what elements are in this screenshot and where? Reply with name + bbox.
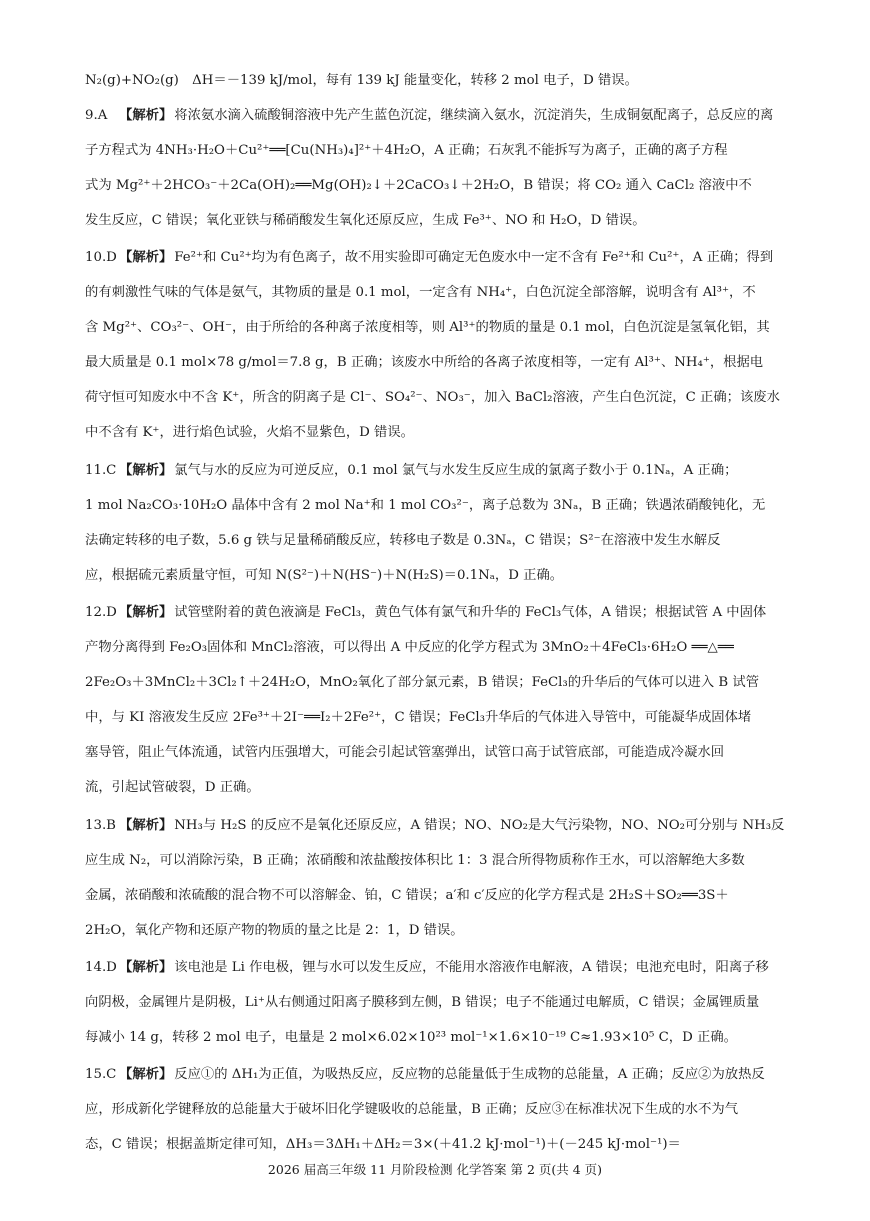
- line-text: 最大质量是 0.1 mol×78 g/mol＝7.8 g，B 正确；该废水中所给的各离子浓度相等，一定有 Al³⁺、NH₄⁺，根据电: [85, 355, 764, 370]
- answer-text-line: [85, 773, 870, 803]
- line-text: 应生成 N₂，可以消除污染，B 正确；浓硝酸和浓盐酸按体积比 1：3 混合所得物质称作王水，可以溶解绝大多数: [85, 853, 745, 868]
- line-text: 产物分离得到 Fe₂O₃固体和 MnCl₂溶液，可以得出 A 中反应的化学方程式为 3MnO₂＋4FeCl₃·6H₂O ══△══: [85, 640, 734, 655]
- line-text: 反应①的 ΔH₁为正值，为吸热反应，反应物的总能量低于生成物的总能量，A 正确；反应②为放热反: [174, 1067, 765, 1082]
- answer-text-line: [85, 171, 870, 201]
- answer-text-line: [85, 738, 870, 768]
- answer-number: 12.D: [85, 605, 117, 620]
- analysis-tag: 【解析】: [119, 463, 173, 478]
- answer-text-line: [85, 633, 870, 663]
- answer-item-first-line: [85, 598, 870, 628]
- answer-text-line: [85, 916, 870, 946]
- line-text: Fe²⁺和 Cu²⁺均为有色离子，故不用实验即可确定无色废水中一定不含有 Fe²⁺和 Cu²⁺，A 正确；得到: [174, 250, 774, 265]
- answer-item-first-line: [85, 1060, 870, 1090]
- line-text: 塞导管，阻止气体流通，试管内压强增大，可能会引起试管塞弹出，试管口高于试管底部，可能造成冷凝水回: [85, 745, 725, 760]
- answer-item-first-line: [85, 456, 870, 486]
- line-text: 的有刺激性气味的气体是氨气，其物质的量是 0.1 mol，一定含有 NH₄⁺，白色沉淀全部溶解，说明含有 Al³⁺，不: [85, 285, 756, 300]
- analysis-tag: 【解析】: [119, 818, 173, 833]
- line-text: 流，引起试管破裂，D 正确。: [85, 780, 260, 795]
- line-text: 将浓氨水滴入硫酸铜溶液中先产生蓝色沉淀，继续滴入氨水，沉淀消失，生成铜氨配离子，总反应的离: [174, 108, 774, 123]
- line-text: 1 mol Na₂CO₃·10H₂O 晶体中含有 2 mol Na⁺和 1 mol CO₃²⁻，离子总数为 3Nₐ，B 正确；铁遇浓硝酸钝化，无: [85, 498, 766, 513]
- line-text: 向阴极，金属锂片是阴极，Li⁺从右侧通过阳离子膜移到左侧，B 错误；电子不能通过电解质，C 错误；金属锂质量: [85, 995, 760, 1010]
- answer-text-line: [85, 988, 870, 1018]
- answer-text-line: [85, 278, 870, 308]
- page-footer: 2026 届高三年级 11 月阶段检测 化学答案 第 2 页(共 4 页): [267, 1162, 603, 1177]
- analysis-tag: 【解析】: [119, 605, 173, 620]
- answer-number: 15.C: [85, 1067, 117, 1082]
- answer-number: 13.B: [85, 818, 116, 833]
- analysis-tag: 【解析】: [119, 250, 173, 265]
- answer-number: 11.C: [85, 463, 117, 478]
- line-text: 子方程式为 4NH₃·H₂O＋Cu²⁺══[Cu(NH₃)₄]²⁺＋4H₂O，A 正确；石灰乳不能拆写为离子，正确的离子方程: [85, 143, 728, 158]
- line-text: 该电池是 Li 作电极，锂与水可以发生反应，不能用水溶液作电解液，A 错误；电池充电时，阳离子移: [174, 960, 769, 975]
- analysis-tag: 【解析】: [119, 108, 173, 123]
- answer-item-first-line: [85, 243, 870, 273]
- line-text: NH₃与 H₂S 的反应不是氧化还原反应，A 错误；NO、NO₂是大气污染物，NO、NO₂可分别与 NH₃反: [174, 818, 785, 833]
- line-text: 氯气与水的反应为可逆反应，0.1 mol 氯气与水发生反应生成的氯离子数小于 0.1Nₐ，A 正确；: [174, 463, 738, 478]
- answer-text-line: [85, 206, 870, 236]
- answer-text-line: [85, 491, 870, 521]
- answer-text-line: [85, 66, 870, 96]
- answer-item-first-line: [85, 953, 870, 983]
- line-text: 试管壁附着的黄色液滴是 FeCl₃，黄色气体有氯气和升华的 FeCl₃气体，A 错误；根据试管 A 中固体: [174, 605, 767, 620]
- answer-text-line: [85, 1130, 870, 1160]
- answer-text-line: [85, 1095, 870, 1125]
- answer-number: 10.D: [85, 250, 117, 265]
- line-text: 含 Mg²⁺、CO₃²⁻、OH⁻，由于所给的各种离子浓度相等，则 Al³⁺的物质的量是 0.1 mol，白色沉淀是氢氧化铝，其: [85, 320, 770, 335]
- line-text: 法确定转移的电子数，5.6 g 铁与足量稀硝酸反应，转移电子数是 0.3Nₐ，C 错误；S²⁻在溶液中发生水解反: [85, 533, 721, 548]
- line-text: 发生反应，C 错误；氧化亚铁与稀硝酸发生氧化还原反应，生成 Fe³⁺、NO 和 H₂O，D 错误。: [85, 213, 646, 228]
- answer-text-line: [85, 668, 870, 698]
- answer-text-line: [85, 703, 870, 733]
- line-text: 中不含有 K⁺，进行焰色试验，火焰不显紫色，D 错误。: [85, 425, 414, 440]
- answer-text-line: [85, 313, 870, 343]
- answer-text-line: [85, 526, 870, 556]
- answer-text-line: [85, 881, 870, 911]
- line-text: 中，与 KI 溶液发生反应 2Fe³⁺＋2I⁻══I₂＋2Fe²⁺，C 错误；FeCl₃升华后的气体进入导管中，可能凝华成固体堵: [85, 710, 752, 725]
- line-text: 金属，浓硝酸和浓硫酸的混合物不可以溶解金、铂，C 错误；a′和 c′反应的化学方程式是 2H₂S＋SO₂══3S＋: [85, 888, 729, 903]
- answer-text-line: [85, 348, 870, 378]
- answer-text-line: [85, 418, 870, 448]
- line-text: 2Fe₂O₃＋3MnCl₂＋3Cl₂↑＋24H₂O，MnO₂氧化了部分氯元素，B 错误；FeCl₃的升华后的气体可以进入 B 试管: [85, 675, 760, 690]
- answer-item-first-line: [85, 101, 870, 131]
- line-text: 应，形成新化学键释放的总能量大于破坏旧化学键吸收的总能量，B 正确；反应③在标准状况下生成的水不为气: [85, 1102, 739, 1117]
- answer-item-first-line: [85, 811, 870, 841]
- line-text: N₂(g)+NO₂(g) ΔH＝－139 kJ/mol，每有 139 kJ 能量变化，转移 2 mol 电子，D 错误。: [85, 73, 638, 88]
- line-text: 荷守恒可知废水中不含 K⁺，所含的阴离子是 Cl⁻、SO₄²⁻、NO₃⁻，加入 BaCl₂溶液，产生白色沉淀，C 正确；该废水: [85, 390, 780, 405]
- answer-text-line: [85, 1023, 870, 1053]
- answer-number: 14.D: [85, 960, 117, 975]
- answer-text-line: [85, 136, 870, 166]
- answer-text-line: [85, 383, 870, 413]
- analysis-tag: 【解析】: [119, 960, 173, 975]
- line-text: 式为 Mg²⁺＋2HCO₃⁻＋2Ca(OH)₂══Mg(OH)₂↓＋2CaCO₃↓＋2H₂O，B 错误；将 CO₂ 通入 CaCl₂ 溶液中不: [85, 178, 752, 193]
- line-text: 态，C 错误；根据盖斯定律可知，ΔH₃＝3ΔH₁＋ΔH₂＝3×(＋41.2 kJ·mol⁻¹)＋(－245 kJ·mol⁻¹)＝: [85, 1137, 681, 1152]
- line-text: 2H₂O，氧化产物和还原产物的物质的量之比是 2：1，D 错误。: [85, 923, 464, 938]
- answer-text-line: [85, 846, 870, 876]
- line-text: 每减小 14 g，转移 2 mol 电子，电量是 2 mol×6.02×10²³ mol⁻¹×1.6×10⁻¹⁹ C≈1.93×10⁵ C，D 正确。: [85, 1030, 737, 1045]
- answer-text-line: [85, 561, 870, 591]
- answer-number: 9.A: [85, 108, 108, 123]
- line-text: 应，根据硫元素质量守恒，可知 N(S²⁻)＋N(HS⁻)＋N(H₂S)＝0.1Nₐ，D 正确。: [85, 568, 564, 583]
- analysis-tag: 【解析】: [119, 1067, 173, 1082]
